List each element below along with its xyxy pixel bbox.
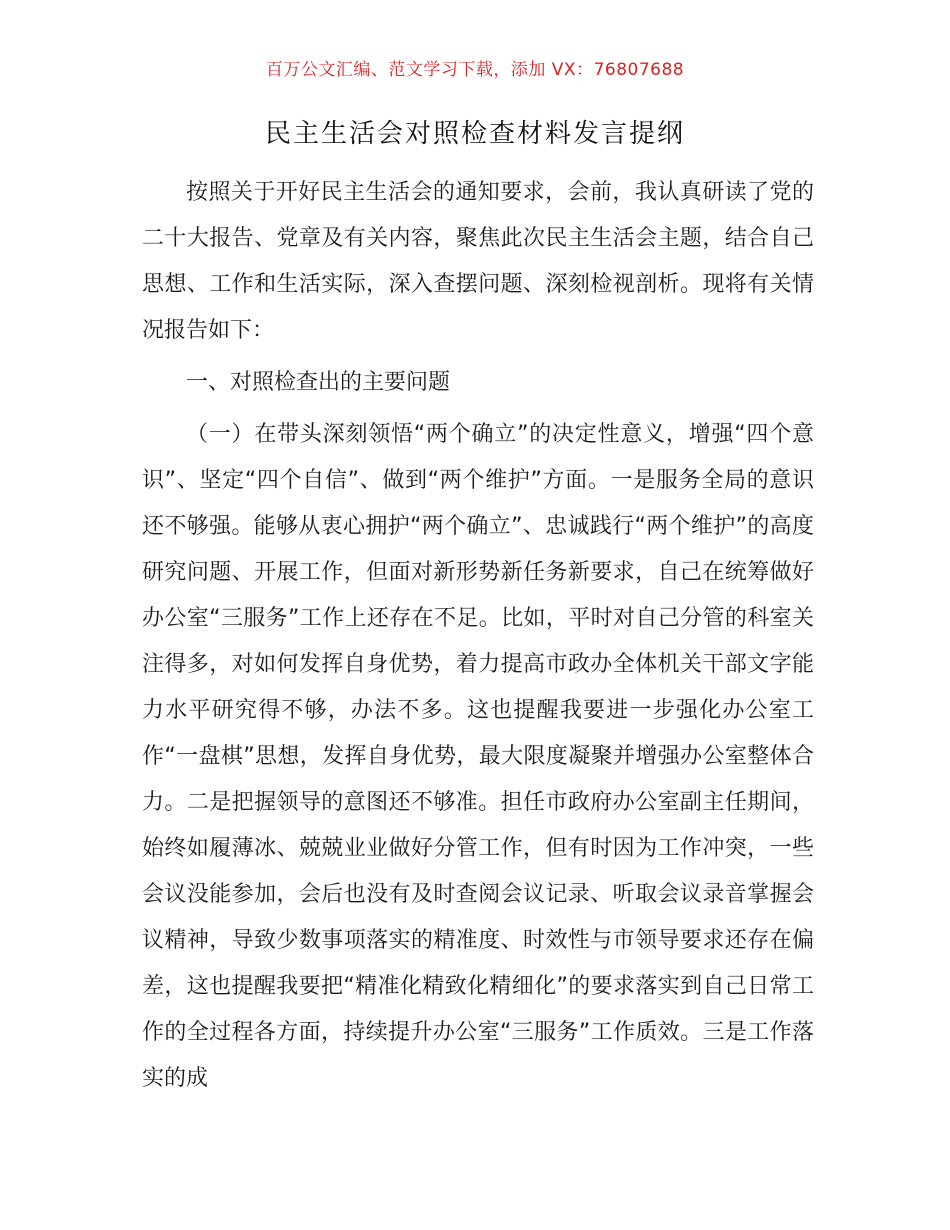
document-title: 民主生活会对照检查材料发言提纲 xyxy=(264,119,685,149)
section-heading: 一、对照检查出的主要问题 xyxy=(186,370,451,395)
document-body xyxy=(142,170,814,1102)
header-watermark-text: 百万公文汇编、范文学习下载，添加 VX：76807688 xyxy=(265,60,685,80)
body-paragraph: （一）在带头深刻领悟“两个确立”的决定性意义，增强“四个意识”、坚定“四个自信”、做到“两个维护”方面。一是服务全局的意识还不够强。能够从衷心拥护“两个确立”、忠诚践行“两个维护”的高度研究问题、开展工作，但面对新形势新任务新要求，自己在统筹做好办公室“三服务”工作上还存在不足。比如，平时对自己分管的科室关注得多，对如何发挥自身优势，着力提高市政办全体机关干部文字能力水平研究得不够，办法不多。这也提醒我要进一步强化办公室工作“一盘棋”思想，发挥自身优势，最大限度凝聚并增强办公室整体合力。二是把握领导的意图还不够准。担任市政府办公室副主任期间，始终如履薄冰、兢兢业业做好分管工作，但有时因为工作冲突，一些会议没能参加，会后也没有及时查阅会议记录、听取会议录音掌握会议精神，导致少数事项落实的精准度、时效性与市领导要求还存在偏差，这也提醒我要把“精准化精致化精细化”的要求落实到自己日常工作的全过程各方面，持续提升办公室“三服务”工作质效。三是工作落实的成 xyxy=(142,422,814,1091)
intro-paragraph: 按照关于开好民主生活会的通知要求，会前，我认真研读了党的二十大报告、党章及有关内容，聚焦此次民主生活会主题，结合自己思想、工作和生活实际，深入查摆问题、深刻检视剖析。现将有关情况报告如下： xyxy=(142,180,814,343)
